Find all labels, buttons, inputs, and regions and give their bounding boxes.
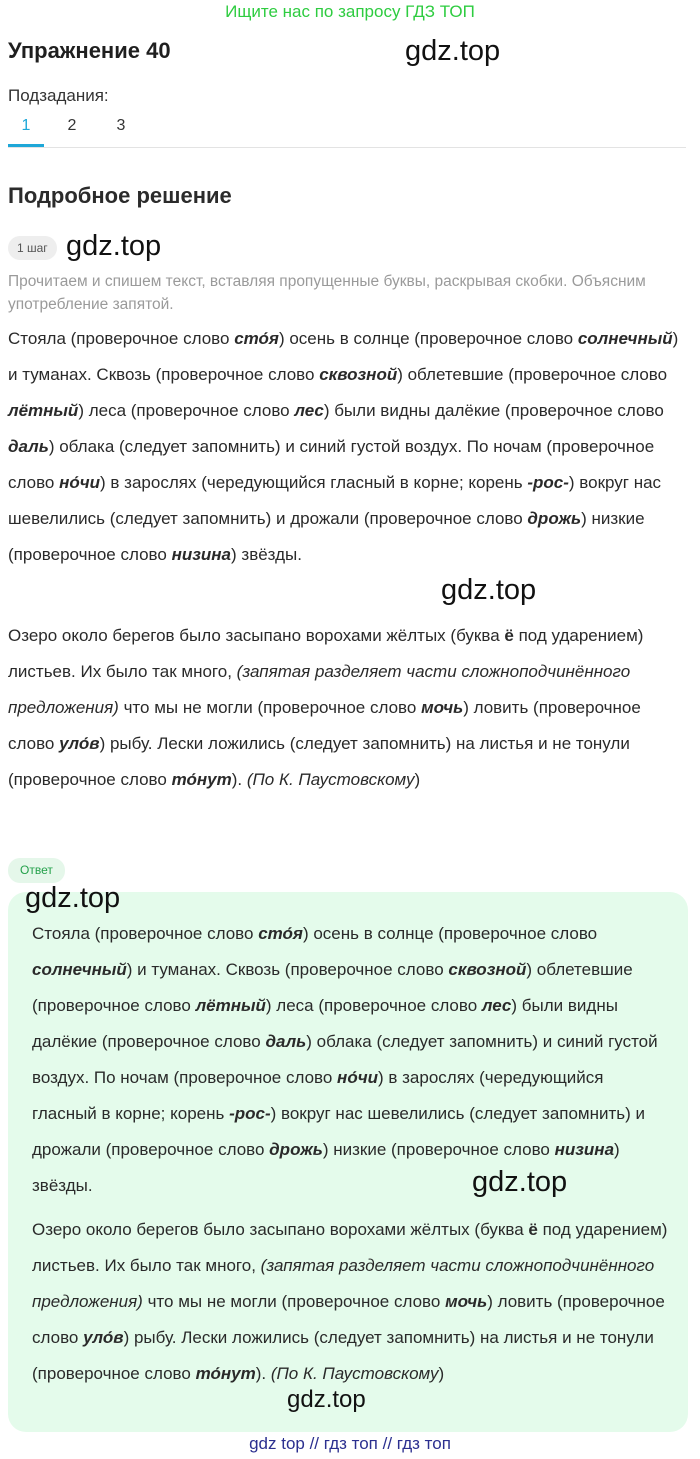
watermark: gdz.top <box>472 1166 568 1198</box>
watermark: gdz.top <box>441 574 537 606</box>
solution-heading: Подробное решение <box>8 183 232 208</box>
solution-paragraph-2: Озеро около берегов было засыпано ворохами жёлтых (буква ё под ударением) листьев. Их было так много, (запятая разделяет части сложноподчинённого предложения) что мы не могли (проверочное слово мочь) ловить (проверочное слово уло́в) рыбу. Лески ложились (следует запомнить) на листья и не тонули (проверочное слово то́нут). (По К. Паустовскому) <box>8 626 644 789</box>
footer-links: gdz top // гдз топ // гдз топ <box>249 1434 451 1453</box>
answer-badge: Ответ <box>8 858 65 883</box>
step-badge: 1 шаг <box>8 236 57 260</box>
watermark: gdz.top <box>25 882 121 914</box>
step-hint: Прочитаем и спишем текст, вставляя пропущенные буквы, раскрывая скобки. Объясним употребление запятой. <box>8 273 646 313</box>
watermark: gdz.top <box>287 1386 366 1413</box>
watermark: gdz.top <box>405 35 501 67</box>
answer-paragraph-2: Озеро около берегов было засыпано ворохами жёлтых (буква ё под ударением) листьев. Их было так много, (запятая разделяет части сложноподчинённого предложения) что мы не могли (проверочное слово мочь) ловить (проверочное слово уло́в) рыбу. Лески ложились (следует запомнить) на листья и не тонули (проверочное слово то́нут). (По К. Паустовскому) <box>32 1220 668 1383</box>
tab-subtask-2[interactable]: 2 <box>67 117 77 134</box>
answer-paragraph-1: Стояла (проверочное слово сто́я) осень в солнце (проверочное слово солнечный) и туманах. Сквозь (проверочное слово сквозной) облетевшие (проверочное слово лётный) леса (проверочное слово лес) были видны далёкие (проверочное слово даль) облака (следует запомнить) и синий густой воздух. По ночам (проверочное слово но́чи) в зарослях (чередующийся гласный в корне; корень -рос-) вокруг нас шевелились (следует запомнить) и дрожали (проверочное слово дрожь) низкие (проверочное слово низина) звёзды. <box>32 924 658 1195</box>
watermark: gdz.top <box>66 230 162 262</box>
page-title: Упражнение 40 <box>8 38 171 63</box>
subtasks-label: Подзадания: <box>8 86 109 105</box>
tab-subtask-1[interactable]: 1 <box>8 114 44 147</box>
search-hint-banner: Ищите нас по запросу ГДЗ ТОП <box>225 2 475 21</box>
tab-subtask-3[interactable]: 3 <box>116 117 126 134</box>
subtask-tabs <box>8 114 686 148</box>
solution-paragraph-1: Стояла (проверочное слово сто́я) осень в солнце (проверочное слово солнечный) и туманах. Сквозь (проверочное слово сквозной) облетевшие (проверочное слово лётный) леса (проверочное слово лес) были видны далёкие (проверочное слово даль) облака (следует запомнить) и синий густой воздух. По ночам (проверочное слово но́чи) в зарослях (чередующийся гласный в корне; корень -рос-) вокруг нас шевелились (следует запомнить) и дрожали (проверочное слово дрожь) низкие (проверочное слово низина) звёзды. <box>8 329 679 564</box>
